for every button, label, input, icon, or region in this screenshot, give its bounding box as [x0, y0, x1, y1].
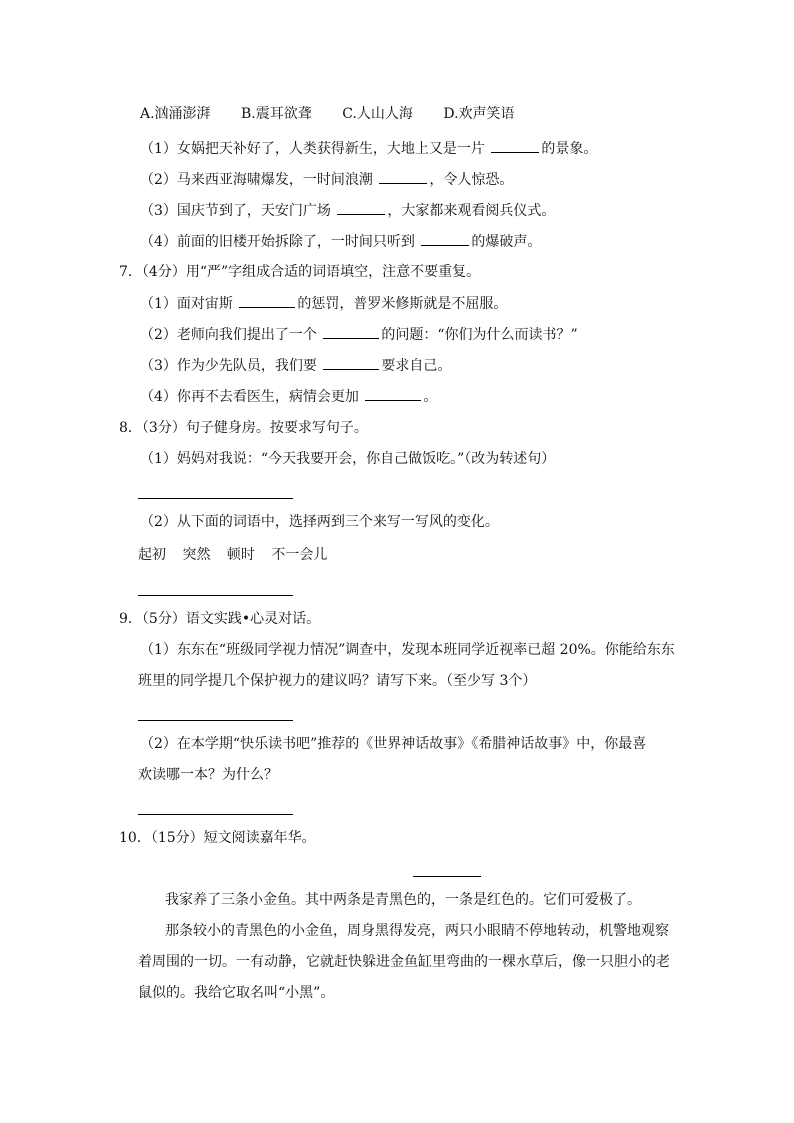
word-item: 顿时 — [226, 547, 255, 563]
q6-option-b: B.震耳欲聋 — [241, 106, 312, 122]
q8-word-list — [138, 545, 339, 565]
fill-blank[interactable] — [323, 355, 379, 370]
answer-line[interactable] — [138, 595, 293, 596]
passage-paragraph-2-line-3: 鼠似的。我给它取名叫“小黑”。 — [138, 985, 335, 1001]
q10-title: 10．（15分）短文阅读嘉年华。 — [119, 830, 316, 846]
q8-title: 8．（3分）句子健身房。按要求写句子。 — [119, 420, 368, 436]
q9-title: 9．（5分）语文实践•心灵对话。 — [119, 611, 321, 627]
q6-option-c: C.人山人海 — [342, 106, 413, 122]
q7-item-4: （4）你再不去看医生，病情会更加 。 — [140, 386, 437, 407]
fill-blank[interactable] — [323, 324, 379, 339]
q7-item-3: （3）作为少先队员，我们要 要求自己。 — [140, 355, 451, 376]
fill-blank[interactable] — [379, 169, 427, 184]
q7-item-2: （2）老师向我们提出了一个 的问题：“你们为什么而读书？” — [140, 324, 578, 345]
answer-line[interactable] — [138, 498, 293, 499]
word-item: 不一会儿 — [271, 547, 328, 563]
word-item: 起初 — [138, 547, 166, 563]
q9-item-1-line-1: （1）东东在“班级同学视力情况”调查中，发现本班同学近视率已超 20%。你能给东东 — [140, 642, 675, 658]
q6-options — [140, 104, 541, 124]
q6-option-d: D.欢声笑语 — [443, 106, 515, 122]
q6-item-1: （1）女娲把天补好了，人类获得新生，大地上又是一片 的景象。 — [140, 138, 597, 159]
fill-blank[interactable] — [365, 386, 421, 401]
passage-paragraph-2-line-2: 着周围的一切。一有动静，它就赶快躲进金鱼缸里弯曲的一棵水草后，像一只胆小的老 — [138, 954, 670, 970]
word-item: 突然 — [182, 547, 211, 563]
q9-item-1-line-2: 班里的同学提几个保护视力的建议吗？请写下来。（至少写 3个） — [138, 673, 537, 689]
q6-item-2: （2）马来西亚海啸爆发，一时间浪潮 ，令人惊恐。 — [140, 169, 513, 190]
answer-line[interactable] — [138, 814, 293, 815]
fill-blank[interactable] — [239, 293, 295, 308]
q7-title: 7．（4分）用“严”字组成合适的词语填空，注意不要重复。 — [119, 264, 481, 280]
fill-blank[interactable] — [337, 200, 385, 215]
answer-line[interactable] — [138, 720, 293, 721]
q6-option-a: A.汹涌澎湃 — [140, 106, 211, 122]
passage-title-blank[interactable] — [413, 876, 481, 877]
passage-paragraph-2-line-1: 那条较小的青黑色的小金鱼，周身黑得发亮，两只小眼睛不停地转动，机警地观察 — [165, 923, 669, 939]
q9-item-2-line-1: （2）在本学期“快乐读书吧”推荐的《世界神话故事》《希腊神话故事》中，你最喜 — [140, 736, 647, 752]
q9-item-2-line-2: 欢读哪一本？为什么？ — [138, 767, 278, 783]
fill-blank[interactable] — [421, 231, 469, 246]
q6-item-4: （4）前面的旧楼开始拆除了，一时间只听到 的爆破声。 — [140, 231, 541, 252]
q6-item-3: （3）国庆节到了，天安门广场 ，大家都来观看阅兵仪式。 — [140, 200, 555, 221]
fill-blank[interactable] — [491, 138, 539, 153]
passage-paragraph-1: 我家养了三条小金鱼。其中两条是青黑色的，一条是红色的。它们可爱极了。 — [165, 892, 641, 908]
q7-item-1: （1）面对宙斯 的惩罚，普罗米修斯就是不屈服。 — [140, 293, 507, 314]
q8-item-2: （2）从下面的词语中，选择两到三个来写一写风的变化。 — [140, 514, 499, 530]
q8-item-1: （1）妈妈对我说：“今天我要开会，你自己做饭吃。”（改为转述句） — [140, 451, 556, 467]
